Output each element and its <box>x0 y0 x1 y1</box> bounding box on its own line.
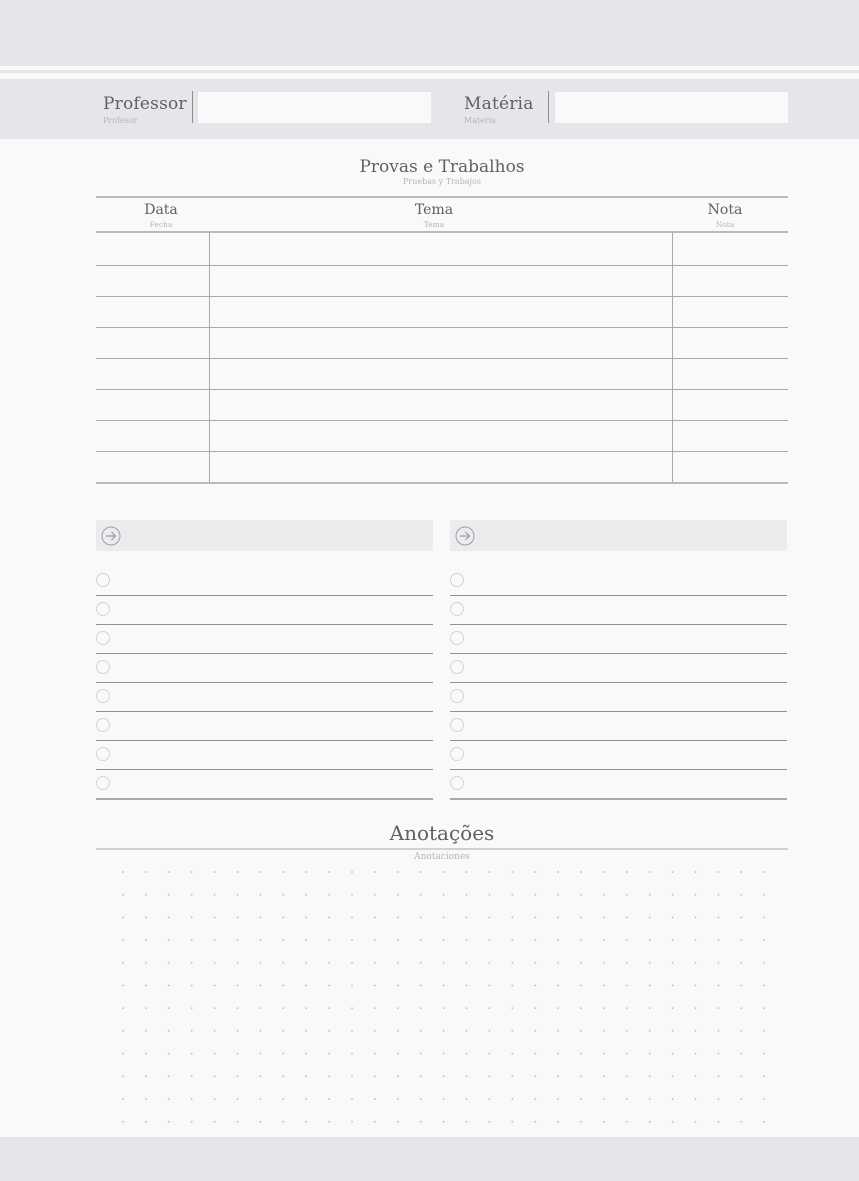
date-cell[interactable] <box>96 232 210 265</box>
circle-checkbox-icon[interactable] <box>96 660 110 674</box>
column-header-topic: Tema <box>414 202 454 218</box>
subject-field[interactable] <box>555 92 788 123</box>
topic-cell[interactable] <box>210 359 673 389</box>
circle-checkbox-icon[interactable] <box>96 573 110 587</box>
list-item <box>450 596 787 625</box>
professor-label: Professor <box>103 94 187 114</box>
circle-checkbox-icon[interactable] <box>450 718 464 732</box>
column-subheader-topic: Tema <box>423 220 445 229</box>
arrow-right-circle-icon <box>101 526 121 546</box>
topic-cell[interactable] <box>210 266 673 296</box>
circle-checkbox-icon[interactable] <box>450 631 464 645</box>
subject-divider <box>548 91 549 123</box>
subject-label: Matéria <box>464 94 534 114</box>
notes-subtitle: Anotaciones <box>414 852 470 862</box>
circle-checkbox-icon[interactable] <box>450 573 464 587</box>
list-item <box>96 770 433 800</box>
list-item <box>450 654 787 683</box>
circle-checkbox-icon[interactable] <box>96 602 110 616</box>
checklist-right <box>450 567 787 800</box>
table-row <box>96 232 788 266</box>
table-row <box>96 266 788 297</box>
grades-subtitle: Pruebas y Trabajos <box>403 177 481 186</box>
grades-top-rule <box>96 196 788 198</box>
grade-cell[interactable] <box>673 390 788 420</box>
topic-cell[interactable] <box>210 232 673 265</box>
table-row <box>96 390 788 421</box>
date-cell[interactable] <box>96 421 210 451</box>
professor-sub-label: Profesor <box>103 116 138 125</box>
list-item <box>450 741 787 770</box>
topic-cell[interactable] <box>210 390 673 420</box>
table-row <box>96 421 788 452</box>
grade-cell[interactable] <box>673 232 788 265</box>
topic-cell[interactable] <box>210 297 673 327</box>
grade-cell[interactable] <box>673 452 788 482</box>
notes-dot-grid[interactable] <box>96 862 788 1132</box>
topic-cell[interactable] <box>210 452 673 482</box>
grade-cell[interactable] <box>673 421 788 451</box>
list-item <box>96 683 433 712</box>
circle-checkbox-icon[interactable] <box>450 776 464 790</box>
list-item <box>96 596 433 625</box>
grade-cell[interactable] <box>673 297 788 327</box>
circle-checkbox-icon[interactable] <box>96 689 110 703</box>
column-header-grade: Nota <box>707 202 743 218</box>
grade-cell[interactable] <box>673 359 788 389</box>
topic-cell[interactable] <box>210 328 673 358</box>
date-cell[interactable] <box>96 390 210 420</box>
circle-checkbox-icon[interactable] <box>96 747 110 761</box>
notes-rule <box>96 848 788 850</box>
top-stripe <box>0 70 859 73</box>
column-subheader-grade: Nota <box>715 220 735 229</box>
column-header-date: Data <box>144 202 178 218</box>
circle-checkbox-icon[interactable] <box>450 602 464 616</box>
list-item <box>96 741 433 770</box>
table-row <box>96 452 788 484</box>
grade-cell[interactable] <box>673 328 788 358</box>
circle-checkbox-icon[interactable] <box>96 718 110 732</box>
professor-field[interactable] <box>198 92 431 123</box>
list-item <box>450 770 787 800</box>
date-cell[interactable] <box>96 328 210 358</box>
circle-checkbox-icon[interactable] <box>450 747 464 761</box>
grades-table <box>96 232 788 484</box>
checklist-heading-left[interactable] <box>96 520 433 551</box>
circle-checkbox-icon[interactable] <box>96 631 110 645</box>
professor-divider <box>192 91 193 123</box>
bottom-band <box>0 1137 859 1181</box>
circle-checkbox-icon[interactable] <box>450 660 464 674</box>
subject-sub-label: Materia <box>464 116 497 125</box>
date-cell[interactable] <box>96 452 210 482</box>
list-item <box>450 567 787 596</box>
circle-checkbox-icon[interactable] <box>450 689 464 703</box>
list-item <box>96 712 433 741</box>
arrow-right-circle-icon <box>455 526 475 546</box>
list-item <box>450 683 787 712</box>
checklist-heading-right[interactable] <box>450 520 787 551</box>
table-row <box>96 359 788 390</box>
list-item <box>450 625 787 654</box>
table-row <box>96 297 788 328</box>
list-item <box>450 712 787 741</box>
notes-title: Anotações <box>389 821 495 845</box>
topic-cell[interactable] <box>210 421 673 451</box>
list-item <box>96 567 433 596</box>
circle-checkbox-icon[interactable] <box>96 776 110 790</box>
top-band <box>0 0 859 66</box>
column-subheader-date: Fecha <box>149 220 173 229</box>
date-cell[interactable] <box>96 359 210 389</box>
list-item <box>96 654 433 683</box>
checklist-left <box>96 567 433 800</box>
grade-cell[interactable] <box>673 266 788 296</box>
table-row <box>96 328 788 359</box>
list-item <box>96 625 433 654</box>
date-cell[interactable] <box>96 266 210 296</box>
grades-title: Provas e Trabalhos <box>359 157 525 177</box>
date-cell[interactable] <box>96 297 210 327</box>
